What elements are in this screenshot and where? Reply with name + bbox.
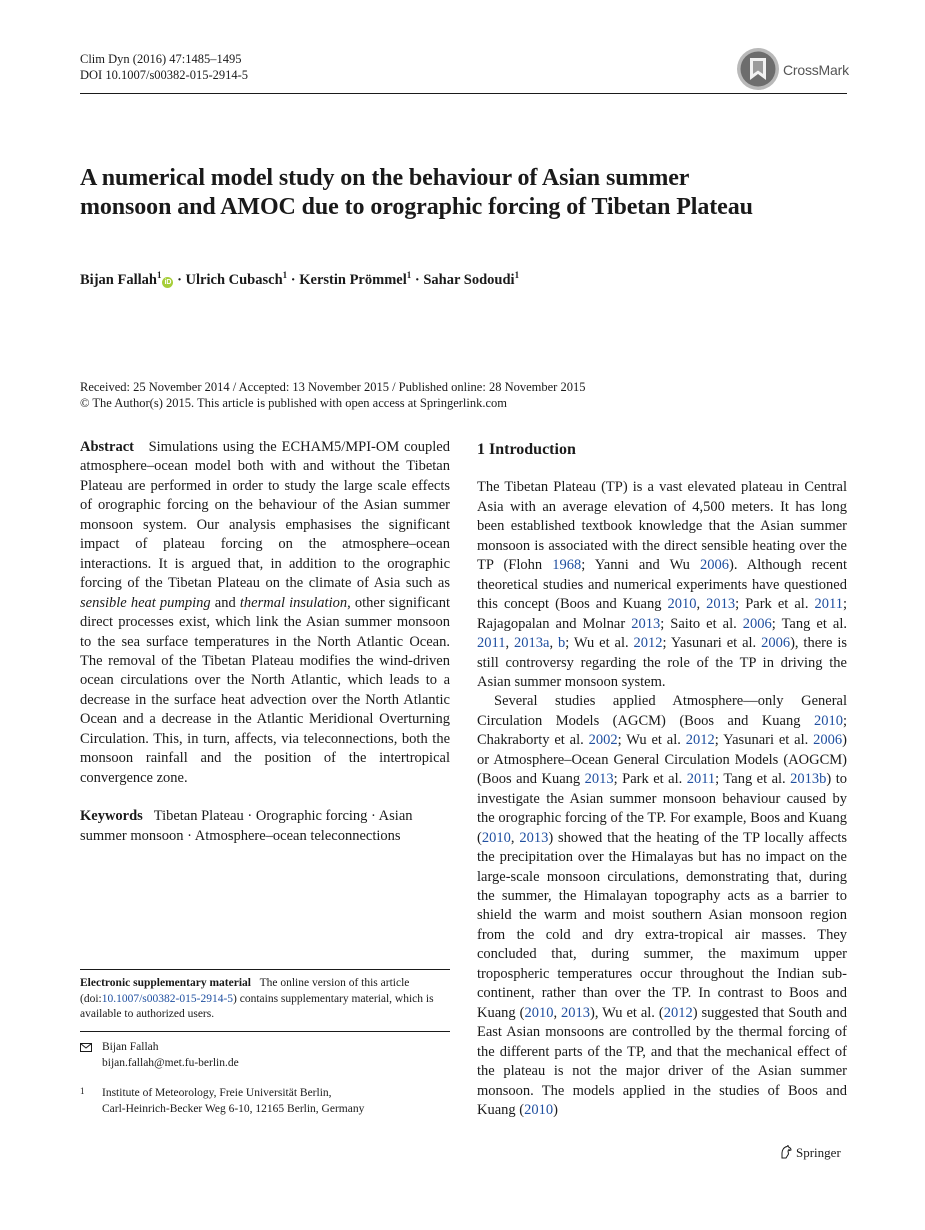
- paragraph-text: ; Wu et al.: [565, 635, 634, 652]
- paragraph-text: Several studies applied Atmosphere—only General Circulation Models (AGCM) (Boos and Kuang: [477, 693, 847, 729]
- author-name[interactable]: Sahar Sodoudi: [423, 272, 515, 288]
- citation-link[interactable]: 2013: [706, 596, 736, 613]
- affiliation-line: Institute of Meteorology, Freie Universität Berlin,: [102, 1087, 332, 1099]
- paragraph-text: ) or Atmosphere–Ocean General Circulation Models (AOGCM) (Boos and Kuang: [477, 732, 847, 788]
- esm-doi-link[interactable]: 10.1007/s00382-015-2914-5: [101, 992, 234, 1005]
- affiliation-marker: 1: [282, 270, 288, 280]
- citation-link[interactable]: 2011: [686, 771, 716, 788]
- paragraph-text: ; Rajagopalan and Molnar: [477, 596, 847, 632]
- paragraph-text: ; Wu et al.: [617, 732, 686, 749]
- right-column: [477, 438, 847, 1120]
- crossmark-icon: [736, 47, 780, 91]
- citation-link[interactable]: 2010: [667, 596, 697, 613]
- keywords-label: Keywords: [80, 808, 143, 825]
- envelope-icon: [80, 1043, 92, 1052]
- paragraph-text: ; Tang et al.: [771, 615, 848, 632]
- paper-title: A numerical model study on the behaviour of Asian summer monsoon and AMOC due to orographic forcing of Tibetan Plateau: [80, 165, 753, 220]
- paragraph-text: ; Tang et al.: [715, 771, 791, 788]
- paragraph-text: The Tibetan Plateau (TP) is a vast elevated plateau in Central Asia with an average elevation of 4,500 meters. It has long been established textbook knowledge that the Asian summer monsoon is associated with the direct sensible heating over the TP (Flohn: [477, 479, 847, 574]
- affiliation-marker: 1: [156, 270, 162, 280]
- intro-paragraph: [477, 478, 847, 692]
- citation-link[interactable]: 2010: [524, 1004, 554, 1021]
- crossmark-label: CrossMark: [783, 62, 849, 78]
- affiliation-number: 1: [80, 1086, 85, 1096]
- paragraph-text: ; Yanni and Wu: [581, 557, 700, 574]
- paragraph-text: ), there is still controversy regarding the role of the TP in driving the Asian summer monsoon system.: [477, 635, 847, 690]
- paragraph-text: ) to investigate the Asian summer monsoon behaviour caused by the orographic forcing of the TP. For example, Boos and Kuang (: [477, 771, 847, 846]
- author-separator: ·: [287, 272, 300, 288]
- citation-link[interactable]: 2013a: [514, 635, 550, 652]
- citation-link[interactable]: b: [557, 635, 566, 652]
- keywords-text: Tibetan Plateau · Orographic forcing · Asian summer monsoon · Atmosphere–ocean teleconnections: [80, 808, 413, 844]
- paragraph-text: ; Park et al.: [613, 771, 687, 788]
- citation-link[interactable]: 2013: [631, 615, 661, 632]
- citation-link[interactable]: 1968: [552, 557, 582, 574]
- doi-line: DOI 10.1007/s00382-015-2914-5: [80, 68, 249, 82]
- citation-link[interactable]: 2011: [814, 596, 843, 613]
- esm-text: ) contains supplementary material, which is available to authorized users.: [80, 992, 434, 1020]
- copyright-line: © The Author(s) 2015. This article is published with open access at Springerlink.com: [80, 396, 508, 410]
- paragraph-text: ,: [696, 596, 707, 613]
- dates-line: Received: 25 November 2014 / Accepted: 13 November 2015 / Published online: 28 November 2015: [80, 380, 586, 394]
- citation-link[interactable]: 2012: [663, 1004, 693, 1021]
- abstract-text: and: [210, 594, 240, 611]
- publication-dates: [80, 379, 585, 411]
- citation-link[interactable]: 2010: [481, 829, 511, 846]
- left-column: [80, 438, 450, 846]
- affiliation-line: Carl-Heinrich-Becker Weg 6-10, 12165 Berlin, Germany: [102, 1102, 365, 1115]
- citation-link[interactable]: 2011: [477, 635, 506, 652]
- paragraph-text: ,: [510, 829, 520, 846]
- citation-link[interactable]: 2012: [685, 732, 715, 749]
- intro-paragraph: [477, 692, 847, 1120]
- section-heading: 1 Introduction: [477, 441, 576, 458]
- paragraph-text: ; Yasunari et al.: [714, 732, 814, 749]
- paragraph-text: ,: [549, 635, 558, 652]
- affiliation: [80, 1086, 450, 1117]
- paragraph-text: ; Park et al.: [735, 596, 815, 613]
- author-name[interactable]: Bijan Fallah: [80, 272, 157, 288]
- author-separator: ·: [173, 272, 186, 288]
- corresponding-author-email[interactable]: bijan.fallah@met.fu-berlin.de: [102, 1056, 239, 1069]
- citation-link[interactable]: 2006: [761, 635, 791, 652]
- citation-link[interactable]: 2012: [633, 635, 663, 652]
- citation-link[interactable]: 2006: [813, 732, 843, 749]
- citation-link[interactable]: 2013: [519, 829, 549, 846]
- crossmark-badge[interactable]: [736, 47, 886, 91]
- citation-link[interactable]: 2002: [588, 732, 618, 749]
- citation-link[interactable]: 2013b: [790, 771, 827, 788]
- paragraph-text: ), Wu et al. (: [590, 1004, 664, 1021]
- author-list: [80, 272, 519, 289]
- citation-link[interactable]: 2006: [700, 557, 729, 574]
- journal-citation: [80, 51, 248, 83]
- springer-logo: [779, 1145, 841, 1161]
- footnote-rule: [80, 1031, 450, 1032]
- citation-link[interactable]: 2006: [742, 615, 772, 632]
- citation-link[interactable]: 2013: [584, 771, 614, 788]
- citation-link[interactable]: 2010: [524, 1101, 554, 1118]
- paragraph-text: ). Although recent theoretical studies and numerical experiments have questioned this concept (Boos and Kuang: [477, 557, 847, 613]
- abstract-emphasis: sensible heat pumping: [80, 594, 211, 611]
- correspondence: [80, 1040, 450, 1071]
- paragraph-text: ; Saito et al.: [660, 615, 743, 632]
- citation-link[interactable]: 2013: [561, 1004, 591, 1021]
- abstract-text: , other significant direct processes exist, which link the Asian summer monsoon to the sea surface temperatures in the North Atlantic Ocean. The removal of the Tibetan Plateau modifies the wind-driven ocean circulations over the North Atlantic, which leads to a decrease in the surface heat advection over the North Atlantic Ocean and a decrease in the Atlantic Meridional Overturning Circulation. This, in turn, affects, via teleconnections, both the monsoon rainfall and the position of the intertropical convergence zone.: [80, 594, 450, 786]
- citation-link[interactable]: 2010: [813, 712, 843, 729]
- esm-text: The online version of this article (doi:: [80, 977, 410, 1005]
- esm-footnote: [80, 976, 450, 1023]
- author-name[interactable]: Kerstin Prömmel: [299, 272, 407, 288]
- paragraph-text: ; Yasunari et al.: [662, 635, 762, 652]
- corresponding-author-name: Bijan Fallah: [102, 1041, 159, 1053]
- abstract: [80, 438, 450, 788]
- header-rule: [80, 93, 847, 94]
- author-name[interactable]: Ulrich Cubasch: [185, 272, 283, 288]
- affiliation-marker: 1: [406, 270, 412, 280]
- footnote-rule: [80, 969, 450, 970]
- springer-horse-icon: [779, 1145, 793, 1159]
- keywords: [80, 807, 450, 846]
- orcid-icon[interactable]: iD: [164, 279, 172, 286]
- esm-label: Electronic supplementary material: [80, 977, 251, 989]
- journal-line: Clim Dyn (2016) 47:1485–1495: [80, 52, 242, 66]
- author-separator: ·: [411, 272, 424, 288]
- paragraph-text: ) showed that the heating of the TP locally affects the precipitation over the Himalayas but has no impact on the large-scale monsoon circulations, demonstrating that, during the summer, the Himalayan topography acts as a barrier to shield the warm and moist southern Asian monsoon region from the cold and dry extra-tropical air masses. They concluded that, during summer, the maximum upper tropospheric temperatures occur throughout the Indian sub-continent, rather than over the TP. In contrast to Boos and Kuang (: [477, 829, 848, 1021]
- paragraph-text: ,: [553, 1004, 562, 1021]
- abstract-label: Abstract: [80, 439, 134, 455]
- paragraph-text: ; Chakraborty et al.: [477, 712, 847, 749]
- paragraph-text: ) suggested that South and East Asian monsoons are controlled by the thermal forcing of the different parts of the TP, and that the mechanical effect of the plateau is not the major driver of the Asian summer monsoon. The models applied in the studies of Boos and Kuang (: [477, 1004, 847, 1118]
- abstract-text: Simulations using the ECHAM5/MPI-OM coupled atmosphere–ocean model both with and without the Tibetan Plateau are performed in order to study the large scale effects of orographic forcing on the behaviour of the Asian summer monsoon system. Our analysis emphasises the significant impact of plateau forcing on the atmosphere–ocean interactions. It is argued that, in addition to the orographic forcing of the Tibetan Plateau on the climate of Asia such as: [80, 439, 450, 592]
- paragraph-text: ): [553, 1101, 558, 1118]
- paragraph-text: ,: [505, 635, 514, 652]
- springer-label: Springer: [796, 1145, 841, 1160]
- abstract-emphasis: thermal insulation: [239, 594, 348, 611]
- affiliation-marker: 1: [514, 270, 520, 280]
